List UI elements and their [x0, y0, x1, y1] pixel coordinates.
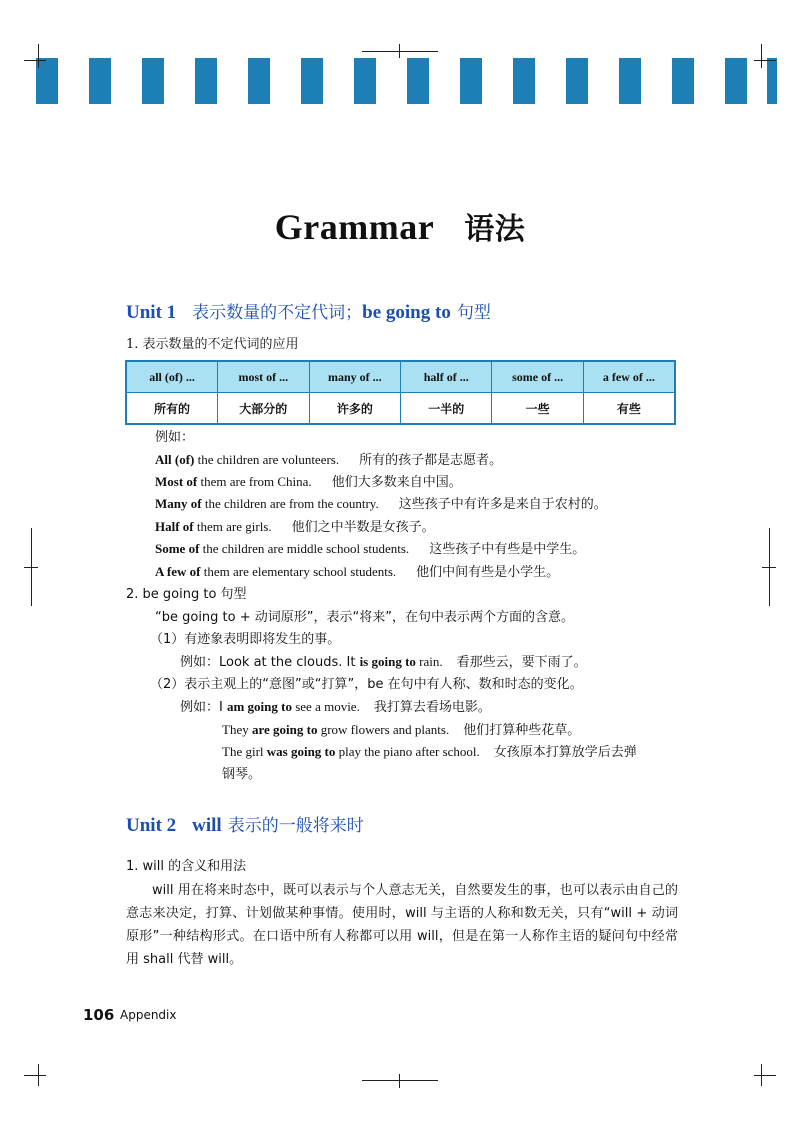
example-text: rain.: [415, 654, 443, 669]
point2-example-cont: 钢琴。: [222, 767, 262, 782]
band-block: [89, 58, 111, 104]
table-header-cell: most of ...: [218, 361, 309, 393]
example-line: [155, 451, 502, 470]
table-cell: 一半的: [401, 393, 492, 425]
table-header-row: [126, 361, 675, 393]
example-bold: Half of: [155, 519, 194, 534]
example-text: see a movie.: [291, 699, 360, 714]
example-text: 例如：Look at the clouds. It: [180, 655, 360, 670]
table-meaning-row: [126, 393, 675, 425]
band-block: [725, 58, 747, 104]
example-text: play the piano after school.: [335, 744, 480, 759]
unit1-sec2-intro: “be going to + 动词原形”，表示“将来”，在句中表示两个方面的含意。: [155, 610, 574, 625]
unit2-heading-en: will: [192, 815, 222, 836]
example-zh: 这些孩子中有些是中学生。: [429, 542, 586, 557]
example-text: them are from China.: [197, 474, 312, 489]
table-cell: 所有的: [126, 393, 218, 425]
unit1-heading-zh2: 句型: [456, 303, 491, 323]
band-block: [248, 58, 270, 104]
example-bold: is going to: [359, 654, 416, 669]
band-block: [460, 58, 482, 104]
unit2-sec1-title: 1. will 的含义和用法: [126, 859, 247, 874]
unit1-heading-zh1: 表示数量的不定代词；: [192, 303, 363, 323]
band-block: [36, 58, 58, 104]
example-text: grow flowers and plants.: [317, 722, 450, 737]
table-header-cell: half of ...: [401, 361, 492, 393]
point2-example: [180, 698, 491, 717]
unit1-heading-en: be going to: [362, 302, 451, 323]
point2: （2）表示主观上的“意图”或“打算”，be 在句中有人称、数和时态的变化。: [150, 677, 583, 692]
band-block: [513, 58, 535, 104]
header-band: [36, 58, 777, 104]
example-zh: 他们之中半数是女孩子。: [291, 520, 435, 535]
example-line: [155, 540, 585, 559]
example-line: [155, 473, 462, 492]
example-bold: Most of: [155, 474, 198, 489]
example-text: They: [222, 722, 252, 737]
example-bold: All (of): [155, 452, 195, 467]
point2-example: [222, 743, 637, 762]
unit1-sec1-title: 1. 表示数量的不定代词的应用: [126, 337, 299, 352]
footer-label: Appendix: [120, 1008, 177, 1022]
band-block: [354, 58, 376, 104]
example-zh: 我打算去看场电影。: [373, 700, 491, 715]
quantifier-table: [125, 360, 676, 425]
point2-example: [222, 721, 580, 740]
page-number: 106: [83, 1006, 115, 1024]
page-title: [0, 204, 800, 248]
unit1-label: Unit 1: [126, 302, 177, 323]
unit1-sec2-title: 2. be going to 句型: [126, 587, 247, 602]
example-text: the children are middle school students.: [199, 541, 410, 556]
example-zh: 看那些云，要下雨了。: [456, 655, 587, 670]
example-bold: A few of: [155, 564, 201, 579]
example-text: them are elementary school students.: [200, 564, 397, 579]
example-text: the children are from the country.: [201, 496, 379, 511]
band-block: [195, 58, 217, 104]
eg-label: 例如：: [155, 430, 195, 445]
example-zh: 这些孩子中有许多是来自于农村的。: [398, 497, 607, 512]
example-bold: Some of: [155, 541, 200, 556]
unit2-heading: [126, 811, 364, 837]
table-cell: 许多的: [309, 393, 401, 425]
title-en: Grammar: [274, 207, 435, 247]
example-line: [155, 495, 607, 514]
point1-example: [180, 653, 587, 672]
unit1-heading: [126, 298, 491, 324]
example-text: 例如：I: [180, 700, 227, 715]
example-bold: are going to: [251, 722, 318, 737]
title-zh: 语法: [464, 212, 526, 247]
example-zh: 女孩原本打算放学后去弹: [493, 745, 637, 760]
example-line: [155, 563, 559, 582]
band-block: [142, 58, 164, 104]
example-bold: was going to: [266, 744, 336, 759]
band-block: [672, 58, 694, 104]
band-block: [407, 58, 429, 104]
example-zh: 他们打算种些花草。: [463, 723, 581, 738]
band-block: [619, 58, 641, 104]
example-line: [155, 518, 435, 537]
table-header-cell: some of ...: [492, 361, 584, 393]
example-bold: Many of: [155, 496, 202, 511]
unit2-label: Unit 2: [126, 815, 177, 836]
example-bold: am going to: [226, 699, 292, 714]
table-cell: 有些: [583, 393, 675, 425]
example-zh: 所有的孩子都是志愿者。: [359, 453, 503, 468]
point1: （1）有迹象表明即将发生的事。: [150, 632, 341, 647]
band-block: [767, 58, 777, 104]
table-cell: 一些: [492, 393, 584, 425]
table-header-cell: many of ...: [309, 361, 401, 393]
unit2-paragraph: will 用在将来时态中，既可以表示与个人意志无关，自然要发生的事，也可以表示由自己的意志来决定，打算、计划做某种事情。使用时，will 与主语的人称和数无关，只有“will + 动词原形”一种结构形式。在口语中所有人称都可以用 will，但是在第一人称作主语的疑问句中经常用 shall 代替 will。: [126, 883, 678, 967]
unit2-heading-zh: 表示的一般将来时: [227, 816, 364, 836]
example-zh: 他们中间有些是小学生。: [416, 565, 560, 580]
example-text: them are girls.: [193, 519, 272, 534]
table-header-cell: all (of) ...: [126, 361, 218, 393]
table-header-cell: a few of ...: [583, 361, 675, 393]
example-text: The girl: [222, 744, 267, 759]
table-cell: 大部分的: [218, 393, 309, 425]
band-block: [301, 58, 323, 104]
band-block: [566, 58, 588, 104]
example-zh: 他们大多数来自中国。: [331, 475, 462, 490]
example-text: the children are volunteers.: [194, 452, 340, 467]
